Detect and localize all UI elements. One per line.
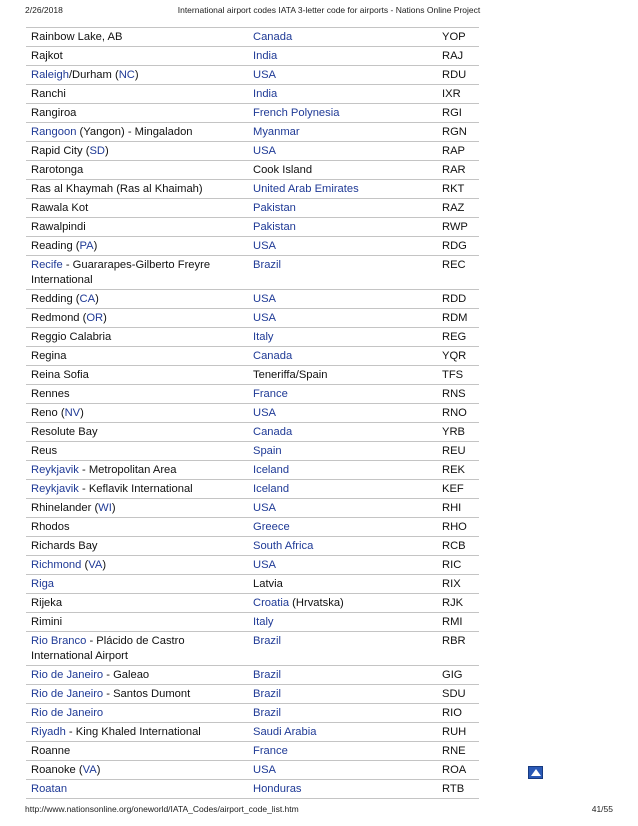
city-link[interactable]: Richmond	[31, 558, 82, 571]
country-cell	[248, 668, 437, 683]
iata-code-cell: REC	[442, 258, 466, 271]
city-text: Rainbow Lake, AB	[31, 30, 123, 43]
country-link[interactable]: USA	[253, 763, 277, 776]
country-cell	[248, 387, 437, 402]
city-cell	[26, 444, 248, 459]
country-link[interactable]: United Arab Emirates	[253, 182, 359, 195]
iata-code-cell: REK	[442, 463, 466, 476]
country-link[interactable]: Iceland	[253, 482, 290, 495]
country-link[interactable]: Canada	[253, 349, 293, 362]
city-cell	[26, 744, 248, 759]
iata-code-cell: RAJ	[442, 49, 464, 62]
city-cell	[26, 87, 248, 102]
country-cell	[248, 182, 437, 197]
city-cell	[26, 539, 248, 554]
city-cell	[26, 577, 248, 592]
country-link[interactable]: USA	[253, 501, 277, 514]
city-cell	[26, 425, 248, 440]
country-text: Teneriffa/Spain	[253, 368, 328, 381]
iata-code-cell: GIG	[442, 668, 463, 681]
country-link[interactable]: USA	[253, 144, 277, 157]
city-cell	[26, 330, 248, 345]
iata-code-cell: IXR	[442, 87, 461, 100]
country-cell	[248, 349, 437, 364]
table-row	[26, 85, 479, 104]
table-row	[26, 123, 479, 142]
country-cell	[248, 463, 437, 478]
country-cell	[248, 425, 437, 440]
country-link[interactable]: Saudi Arabia	[253, 725, 317, 738]
city-text: Rennes	[31, 387, 70, 400]
city-link[interactable]: Reykjavik	[31, 463, 79, 476]
city-text: Ranchi	[31, 87, 66, 100]
iata-code-cell: RWP	[442, 220, 468, 233]
city-link[interactable]: Rio de Janeiro	[31, 706, 104, 719]
city-link[interactable]: VA	[82, 763, 97, 776]
iata-code-cell: RTB	[442, 782, 465, 795]
city-link[interactable]: Rio de Janeiro	[31, 687, 104, 700]
city-link[interactable]: Recife	[31, 258, 63, 271]
iata-code-cell: RIX	[442, 577, 461, 590]
country-cell	[248, 220, 437, 235]
iata-code-cell: RAP	[442, 144, 466, 157]
city-link[interactable]: Riga	[31, 577, 55, 590]
table-row	[26, 537, 479, 556]
country-cell	[248, 144, 437, 159]
country-cell	[248, 201, 437, 216]
iata-code-cell: RAR	[442, 163, 466, 176]
city-text: Regina	[31, 349, 67, 362]
country-link[interactable]: France	[253, 744, 288, 757]
table-row	[26, 237, 479, 256]
city-cell	[26, 220, 248, 235]
iata-code-cell: RHI	[442, 501, 462, 514]
country-cell	[248, 125, 437, 140]
iata-code-cell: RBR	[442, 634, 466, 647]
city-text: )	[102, 558, 107, 571]
city-cell	[26, 311, 248, 326]
iata-code-cell: RDU	[442, 68, 467, 81]
table-row	[26, 385, 479, 404]
country-cell	[248, 501, 437, 516]
country-text: Cook Island	[253, 163, 313, 176]
city-text: )	[111, 501, 116, 514]
city-text: )	[93, 239, 98, 252]
city-cell	[26, 349, 248, 364]
city-text: )	[134, 68, 139, 81]
city-link[interactable]: Raleigh	[31, 68, 69, 81]
city-text: Roanoke (	[31, 763, 83, 776]
table-row	[26, 723, 479, 742]
iata-code-cell: RMI	[442, 615, 463, 628]
iata-code-cell: RIO	[442, 706, 462, 719]
page-header	[25, 5, 613, 19]
city-link[interactable]: WI	[98, 501, 112, 514]
table-row	[26, 499, 479, 518]
city-text: Redding (	[31, 292, 80, 305]
city-link[interactable]: Roatan	[31, 782, 68, 795]
city-text: Redmond (	[31, 311, 87, 324]
iata-code-cell: REG	[442, 330, 467, 343]
iata-code-cell: RGN	[442, 125, 467, 138]
city-text: )	[95, 292, 99, 305]
table-row	[26, 28, 479, 47]
print-date: 2/26/2018	[25, 5, 63, 15]
city-cell	[26, 463, 248, 478]
table-row	[26, 685, 479, 704]
country-link[interactable]: Pakistan	[253, 220, 296, 233]
iata-code-cell: YQR	[442, 349, 467, 362]
country-cell	[248, 577, 437, 592]
city-cell	[26, 30, 248, 45]
iata-code-cell: RCB	[442, 539, 466, 552]
table-row	[26, 761, 479, 780]
city-link[interactable]: NC	[118, 68, 135, 81]
city-link[interactable]: CA	[79, 292, 96, 305]
country-cell	[248, 482, 437, 497]
country-text: Latvia	[253, 577, 283, 590]
country-link[interactable]: Croatia	[253, 596, 290, 609]
city-text: )	[80, 406, 84, 419]
iata-code-cell: SDU	[442, 687, 466, 700]
iata-code-cell: REU	[442, 444, 466, 457]
country-cell	[248, 706, 437, 721]
city-text: - Metropolitan Area	[78, 463, 177, 476]
table-row	[26, 780, 479, 799]
country-link[interactable]: Italy	[253, 330, 274, 343]
country-cell	[248, 634, 437, 664]
country-link[interactable]: Brazil	[253, 258, 281, 271]
country-link[interactable]: Spain	[253, 444, 282, 457]
city-link[interactable]: PA	[79, 239, 94, 252]
table-row	[26, 442, 479, 461]
iata-code-cell: RJK	[442, 596, 464, 609]
country-link[interactable]: Myanmar	[253, 125, 300, 138]
iata-code-cell: RNO	[442, 406, 467, 419]
iata-code-cell: RAZ	[442, 201, 465, 214]
city-link[interactable]: OR	[86, 311, 104, 324]
table-row	[26, 556, 479, 575]
city-text: Rhodos	[31, 520, 70, 533]
city-text: Reus	[31, 444, 58, 457]
table-row	[26, 218, 479, 237]
city-text: Resolute Bay	[31, 425, 98, 438]
city-text: Reno (	[31, 406, 65, 419]
iata-code-cell: KEF	[442, 482, 464, 495]
city-text: - Santos Dumont	[103, 687, 191, 700]
city-cell	[26, 406, 248, 421]
city-cell	[26, 596, 248, 611]
city-link[interactable]: Riyadh	[31, 725, 66, 738]
city-text: )	[103, 311, 107, 324]
country-cell	[248, 520, 437, 535]
country-cell	[248, 311, 437, 326]
table-row	[26, 47, 479, 66]
city-text: Rarotonga	[31, 163, 84, 176]
country-cell	[248, 239, 437, 254]
city-text: - Plácido de Castro International Airport	[31, 634, 185, 662]
country-link[interactable]: Brazil	[253, 706, 281, 719]
country-cell	[248, 68, 437, 83]
city-cell	[26, 482, 248, 497]
up-arrow-icon[interactable]	[528, 766, 543, 779]
iata-code-cell: RNE	[442, 744, 466, 757]
country-link[interactable]: USA	[253, 68, 277, 81]
country-cell	[248, 292, 437, 307]
iata-code-cell: YRB	[442, 425, 466, 438]
table-row	[26, 66, 479, 85]
city-cell	[26, 668, 248, 683]
country-link[interactable]: France	[253, 387, 288, 400]
country-link[interactable]: India	[253, 49, 278, 62]
iata-code-cell: RNS	[442, 387, 466, 400]
table-row	[26, 461, 479, 480]
city-cell	[26, 125, 248, 140]
table-row	[26, 518, 479, 537]
city-text: Rapid City (	[31, 144, 90, 157]
city-cell	[26, 725, 248, 740]
country-cell	[248, 106, 437, 121]
city-cell	[26, 558, 248, 573]
city-link[interactable]: Reykjavik	[31, 482, 79, 495]
city-text: (	[81, 558, 89, 571]
city-cell	[26, 615, 248, 630]
country-link[interactable]: Brazil	[253, 687, 281, 700]
country-cell	[248, 49, 437, 64]
country-link[interactable]: Italy	[253, 615, 274, 628]
country-cell	[248, 725, 437, 740]
country-cell	[248, 163, 437, 178]
table-row	[26, 366, 479, 385]
table-row	[26, 142, 479, 161]
city-text: Rajkot	[31, 49, 63, 62]
city-text: Rimini	[31, 615, 63, 628]
table-row	[26, 742, 479, 761]
city-cell	[26, 68, 248, 83]
iata-code-cell: RUH	[442, 725, 467, 738]
page-title: International airport codes IATA 3-letter code for airports - Nations Online Project	[177, 5, 481, 15]
city-text: - Galeao	[103, 668, 150, 681]
table-row	[26, 613, 479, 632]
iata-code-cell: YOP	[442, 30, 466, 43]
country-cell	[248, 596, 437, 611]
country-link[interactable]: USA	[253, 239, 277, 252]
iata-code-cell: RDM	[442, 311, 468, 324]
city-text: Richards Bay	[31, 539, 98, 552]
table-row	[26, 199, 479, 218]
page-number: 41/55	[591, 804, 613, 814]
city-link[interactable]: NV	[64, 406, 81, 419]
table-row	[26, 328, 479, 347]
city-cell	[26, 292, 248, 307]
city-cell	[26, 387, 248, 402]
iata-code-cell: RHO	[442, 520, 467, 533]
iata-code-cell: RDG	[442, 239, 467, 252]
city-link[interactable]: VA	[88, 558, 103, 571]
city-cell	[26, 106, 248, 121]
city-cell	[26, 144, 248, 159]
iata-code-cell: ROA	[442, 763, 467, 776]
country-text: (Hrvatska)	[289, 596, 344, 609]
country-link[interactable]: Iceland	[253, 463, 290, 476]
city-text: Rawalpindi	[31, 220, 86, 233]
city-text: Ras al Khaymah (Ras al Khaimah)	[31, 182, 203, 195]
country-cell	[248, 30, 437, 45]
table-row	[26, 480, 479, 499]
table-row	[26, 180, 479, 199]
country-link[interactable]: USA	[253, 558, 277, 571]
country-cell	[248, 406, 437, 421]
country-link[interactable]: Greece	[253, 520, 290, 533]
city-cell	[26, 520, 248, 535]
table-row	[26, 104, 479, 123]
city-cell	[26, 368, 248, 383]
country-cell	[248, 763, 437, 778]
city-text: /Durham (	[68, 68, 119, 81]
city-text: Rijeka	[31, 596, 63, 609]
table-row	[26, 666, 479, 685]
city-cell	[26, 634, 248, 664]
table-row	[26, 704, 479, 723]
table-row	[26, 632, 479, 666]
city-text: )	[105, 144, 109, 157]
city-text: Reina Sofia	[31, 368, 89, 381]
country-link[interactable]: USA	[253, 406, 277, 419]
country-cell	[248, 444, 437, 459]
city-cell	[26, 49, 248, 64]
city-text: Rangiroa	[31, 106, 77, 119]
city-cell	[26, 763, 248, 778]
city-link[interactable]: SD	[89, 144, 105, 157]
city-text: Roanne	[31, 744, 71, 757]
country-link[interactable]: Brazil	[253, 634, 281, 647]
table-row	[26, 594, 479, 613]
table-row	[26, 347, 479, 366]
city-cell	[26, 782, 248, 797]
page-url: http://www.nationsonline.org/oneworld/IATA_Codes/airport_code_list.htm	[25, 804, 299, 814]
table-row	[26, 404, 479, 423]
country-link[interactable]: USA	[253, 292, 277, 305]
city-cell	[26, 258, 248, 288]
city-link[interactable]: Rangoon	[31, 125, 77, 138]
city-cell	[26, 201, 248, 216]
table-row	[26, 309, 479, 328]
city-text: - Guararapes-Gilberto Freyre International	[31, 258, 211, 286]
country-link[interactable]: USA	[253, 311, 277, 324]
country-cell	[248, 368, 437, 383]
country-cell	[248, 782, 437, 797]
table-row	[26, 256, 479, 290]
country-cell	[248, 330, 437, 345]
iata-code-cell: RGI	[442, 106, 462, 119]
country-cell	[248, 539, 437, 554]
country-link[interactable]: South Africa	[253, 539, 314, 552]
table-row	[26, 575, 479, 594]
iata-code-cell: TFS	[442, 368, 464, 381]
city-text: (Yangon) - Mingaladon	[76, 125, 193, 138]
table-row	[26, 161, 479, 180]
city-cell	[26, 182, 248, 197]
iata-code-cell: RIC	[442, 558, 462, 571]
country-cell	[248, 87, 437, 102]
city-text: )	[96, 763, 101, 776]
city-cell	[26, 687, 248, 702]
city-text: Reggio Calabria	[31, 330, 112, 343]
table-row	[26, 423, 479, 442]
airport-code-table	[26, 27, 479, 799]
country-link[interactable]: Brazil	[253, 668, 281, 681]
city-cell	[26, 163, 248, 178]
city-cell	[26, 501, 248, 516]
city-cell	[26, 239, 248, 254]
city-text: Reading (	[31, 239, 80, 252]
iata-code-cell: RDD	[442, 292, 467, 305]
country-link[interactable]: Canada	[253, 30, 293, 43]
country-cell	[248, 615, 437, 630]
country-cell	[248, 258, 437, 288]
city-text: Rawala Kot	[31, 201, 89, 214]
city-cell	[26, 706, 248, 721]
country-link[interactable]: India	[253, 87, 278, 100]
city-link[interactable]: Rio de Janeiro	[31, 668, 104, 681]
city-link[interactable]: Rio Branco	[31, 634, 87, 647]
city-text: - King Khaled International	[65, 725, 201, 738]
country-cell	[248, 687, 437, 702]
city-text: - Keflavik International	[78, 482, 193, 495]
country-link[interactable]: Canada	[253, 425, 293, 438]
country-link[interactable]: Honduras	[253, 782, 302, 795]
country-cell	[248, 558, 437, 573]
country-link[interactable]: Pakistan	[253, 201, 296, 214]
country-link[interactable]: French Polynesia	[253, 106, 340, 119]
page-footer	[25, 804, 613, 818]
table-row	[26, 290, 479, 309]
country-cell	[248, 744, 437, 759]
city-text: Rhinelander (	[31, 501, 99, 514]
iata-code-cell: RKT	[442, 182, 465, 195]
